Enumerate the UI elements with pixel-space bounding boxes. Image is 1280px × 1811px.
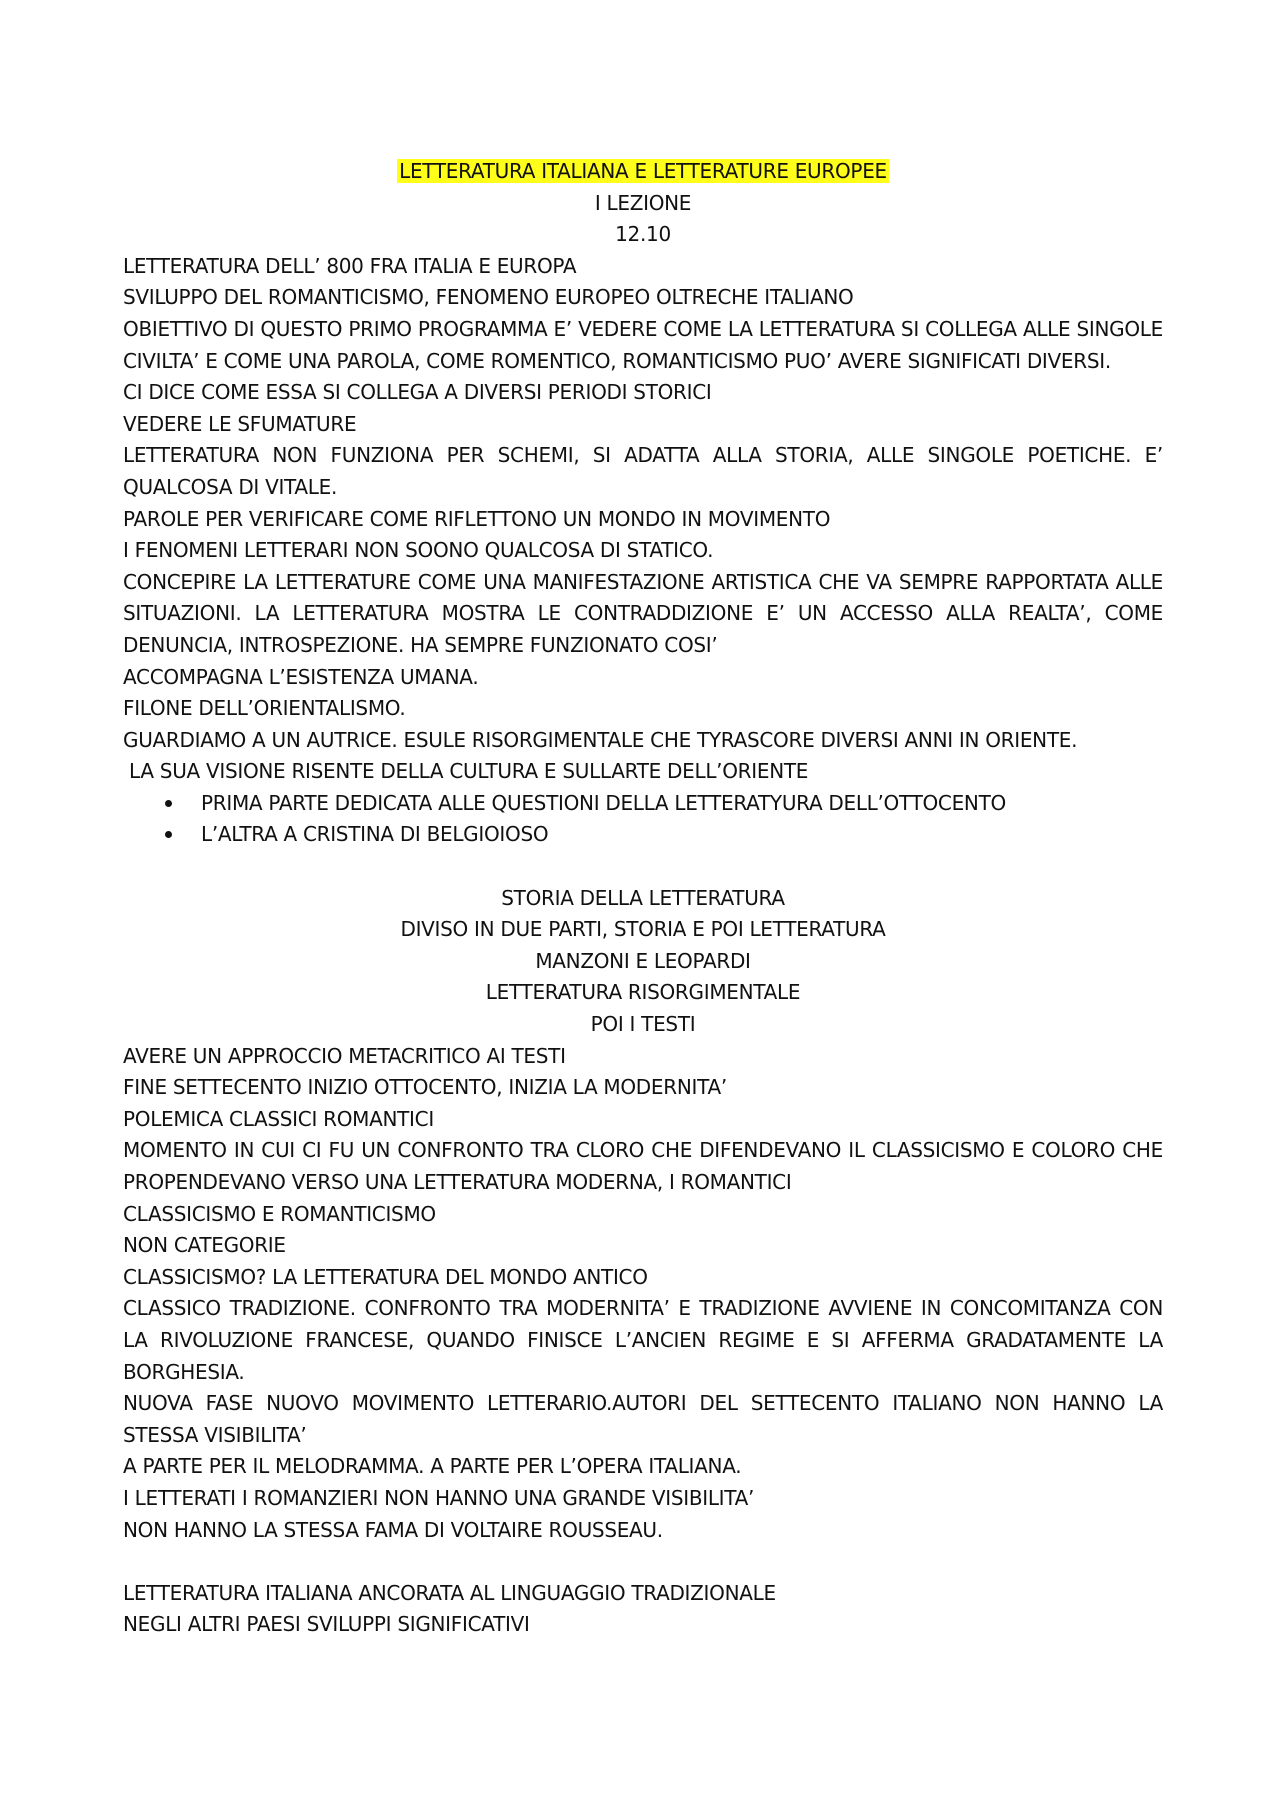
paragraph: I LETTERATI I ROMANZIERI NON HANNO UNA GRANDE VISIBILITA’ xyxy=(123,1485,755,1510)
paragraph: A PARTE PER IL MELODRAMMA. A PARTE PER L’OPERA ITALIANA. xyxy=(123,1454,742,1479)
centered-heading: DIVISO IN DUE PARTI, STORIA E POI LETTERATURA xyxy=(400,917,886,942)
paragraph: MOMENTO IN CUI CI FU UN CONFRONTO TRA CLORO CHE DIFENDEVANO IL CLASSICISMO E COLORO CHE PROPENDEVANO VERSO UNA LETTERATURA MODERNA, I ROMANTICI xyxy=(123,1138,1163,1194)
paragraph: ACCOMPAGNA L’ESISTENZA UMANA. xyxy=(123,664,479,689)
paragraph: CONCEPIRE LA LETTERATURE COME UNA MANIFESTAZIONE ARTISTICA CHE VA SEMPRE RAPPORTATA ALLE SITUAZIONI. LA LETTERATURA MOSTRA LE CONTRADDIZIONE E’ UN ACCESSO ALLA REALTA’, COME DENUNCIA, INTROSPEZIONE. HA SEMPRE FUNZIONATO COSI’ xyxy=(123,569,1163,657)
list-item xyxy=(123,819,1163,851)
paragraph: GUARDIAMO A UN AUTRICE. ESULE RISORGIMENTALE CHE TYRASCORE DIVERSI ANNI IN ORIENTE. xyxy=(123,727,1078,752)
centered-heading: STORIA DELLA LETTERATURA xyxy=(501,885,785,910)
lesson-number: I LEZIONE xyxy=(594,190,692,215)
centered-heading: LETTERATURA RISORGIMENTALE xyxy=(485,980,801,1005)
document-title xyxy=(123,156,1163,188)
paragraph: LETTERATURA DELL’ 800 FRA ITALIA E EUROPA xyxy=(123,253,577,278)
paragraph: CI DICE COME ESSA SI COLLEGA A DIVERSI PERIODI STORICI xyxy=(123,380,712,405)
paragraph: AVERE UN APPROCCIO METACRITICO AI TESTI xyxy=(123,1043,566,1068)
paragraph: CLASSICISMO? LA LETTERATURA DEL MONDO ANTICO xyxy=(123,1264,648,1289)
lesson-date: 12.10 xyxy=(615,222,671,247)
paragraph: CLASSICISMO E ROMANTICISMO xyxy=(123,1201,436,1226)
paragraph: I FENOMENI LETTERARI NON SOONO QUALCOSA DI STATICO. xyxy=(123,538,714,563)
paragraph: CLASSICO TRADIZIONE. CONFRONTO TRA MODERNITA’ E TRADIZIONE AVVIENE IN CONCOMITANZA CON LA RIVOLUZIONE FRANCESE, QUANDO FINISCE L’ANCIEN REGIME E SI AFFERMA GRADATAMENTE LA BORGHESIA. xyxy=(123,1296,1163,1384)
list-item-text: PRIMA PARTE DEDICATA ALLE QUESTIONI DELLA LETTERATYURA DELL’OTTOCENTO xyxy=(201,790,1006,815)
paragraph: NUOVA FASE NUOVO MOVIMENTO LETTERARIO.AUTORI DEL SETTECENTO ITALIANO NON HANNO LA STESSA VISIBILITA’ xyxy=(123,1391,1163,1447)
blank-line xyxy=(123,1546,1163,1578)
paragraph: NON CATEGORIE xyxy=(123,1233,286,1258)
paragraph: FINE SETTECENTO INIZIO OTTOCENTO, INIZIA LA MODERNITA’ xyxy=(123,1075,727,1100)
paragraph: SVILUPPO DEL ROMANTICISMO, FENOMENO EUROPEO OLTRECHE ITALIANO xyxy=(123,285,854,310)
bullet-icon xyxy=(165,831,172,838)
bullet-icon xyxy=(165,800,172,807)
paragraph: POLEMICA CLASSICI ROMANTICI xyxy=(123,1106,434,1131)
paragraph: NEGLI ALTRI PAESI SVILUPPI SIGNIFICATIVI xyxy=(123,1612,530,1637)
paragraph: NON HANNO LA STESSA FAMA DI VOLTAIRE ROUSSEAU. xyxy=(123,1517,663,1542)
paragraph: PAROLE PER VERIFICARE COME RIFLETTONO UN MONDO IN MOVIMENTO xyxy=(123,506,831,531)
paragraph: LETTERATURA ITALIANA ANCORATA AL LINGUAGGIO TRADIZIONALE xyxy=(123,1580,776,1605)
paragraph: OBIETTIVO DI QUESTO PRIMO PROGRAMMA E’ VEDERE COME LA LETTERATURA SI COLLEGA ALLE SINGOLE CIVILTA’ E COME UNA PAROLA, COME ROMENTICO, ROMANTICISMO PUO’ AVERE SIGNIFICATI DIVERSI. xyxy=(123,316,1163,373)
paragraph: FILONE DELL’ORIENTALISMO. xyxy=(123,696,406,721)
paragraph: LETTERATURA NON FUNZIONA PER SCHEMI, SI ADATTA ALLA STORIA, ALLE SINGOLE POETICHE. E’ QUALCOSA DI VITALE. xyxy=(123,443,1163,499)
paragraph: VEDERE LE SFUMATURE xyxy=(123,411,357,436)
blank-line xyxy=(123,851,1163,883)
bullet-list xyxy=(123,788,1163,851)
list-item xyxy=(123,788,1163,820)
centered-heading: MANZONI E LEOPARDI xyxy=(535,948,751,973)
list-item-text: L’ALTRA A CRISTINA DI BELGIOIOSO xyxy=(201,822,549,847)
title-highlight: LETTERATURA ITALIANA E LETTERATURE EUROPEE xyxy=(399,159,887,183)
centered-heading: POI I TESTI xyxy=(590,1012,696,1037)
document-page xyxy=(123,156,1163,1641)
paragraph: LA SUA VISIONE RISENTE DELLA CULTURA E SULLARTE DELL’ORIENTE xyxy=(123,759,809,784)
